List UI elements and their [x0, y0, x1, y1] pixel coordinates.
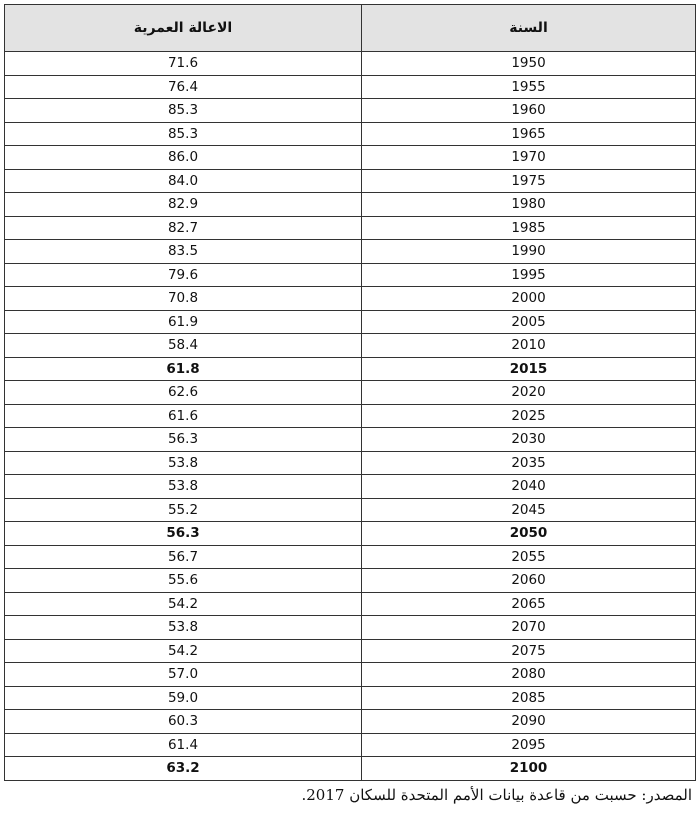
dependency-ratio-cell: 55.2: [5, 498, 362, 522]
year-cell: 1955: [362, 75, 696, 99]
dependency-ratio-cell: 86.0: [5, 146, 362, 170]
year-cell: 2035: [362, 451, 696, 475]
year-cell: 2080: [362, 663, 696, 687]
table-row: [5, 240, 696, 264]
table-row: [5, 52, 696, 76]
table-row: [5, 287, 696, 311]
year-cell: 1990: [362, 240, 696, 264]
table-row: [5, 169, 696, 193]
table-row: [5, 216, 696, 240]
year-cell: 1995: [362, 263, 696, 287]
table-row: [5, 616, 696, 640]
year-cell: 2000: [362, 287, 696, 311]
year-cell: 2055: [362, 545, 696, 569]
table-row: [5, 146, 696, 170]
dependency-ratio-cell: 53.8: [5, 475, 362, 499]
dependency-ratio-cell: 71.6: [5, 52, 362, 76]
dependency-ratio-cell: 70.8: [5, 287, 362, 311]
year-cell: 1985: [362, 216, 696, 240]
year-cell: 2045: [362, 498, 696, 522]
table-row: [5, 334, 696, 358]
dependency-ratio-cell: 85.3: [5, 122, 362, 146]
year-cell: 1965: [362, 122, 696, 146]
year-cell: 2025: [362, 404, 696, 428]
table-row: [5, 357, 696, 381]
table-body: [5, 52, 696, 781]
dependency-ratio-cell: 57.0: [5, 663, 362, 687]
data-table-container: [4, 4, 695, 781]
table-row: [5, 663, 696, 687]
table-row: [5, 592, 696, 616]
table-row: [5, 99, 696, 123]
dependency-ratio-cell: 56.3: [5, 428, 362, 452]
year-cell: 1950: [362, 52, 696, 76]
year-cell: 2050: [362, 522, 696, 546]
dependency-ratio-cell: 82.9: [5, 193, 362, 217]
dependency-ratio-cell: 56.3: [5, 522, 362, 546]
dependency-ratio-cell: 76.4: [5, 75, 362, 99]
dependency-ratio-cell: 79.6: [5, 263, 362, 287]
table-row: [5, 122, 696, 146]
table-row: [5, 263, 696, 287]
table-row: [5, 475, 696, 499]
dependency-ratio-cell: 82.7: [5, 216, 362, 240]
dependency-ratio-cell: 54.2: [5, 592, 362, 616]
year-cell: 2060: [362, 569, 696, 593]
table-row: [5, 639, 696, 663]
year-cell: 2085: [362, 686, 696, 710]
dependency-ratio-cell: 61.9: [5, 310, 362, 334]
year-cell: 2075: [362, 639, 696, 663]
year-cell: 2065: [362, 592, 696, 616]
table-row: [5, 522, 696, 546]
year-cell: 2010: [362, 334, 696, 358]
table-row: [5, 498, 696, 522]
table-row: [5, 310, 696, 334]
table-row: [5, 193, 696, 217]
table-row: [5, 710, 696, 734]
year-cell: 2040: [362, 475, 696, 499]
year-cell: 2070: [362, 616, 696, 640]
dependency-ratio-cell: 84.0: [5, 169, 362, 193]
dependency-ratio-cell: 58.4: [5, 334, 362, 358]
table-row: [5, 75, 696, 99]
dependency-ratio-cell: 59.0: [5, 686, 362, 710]
header-year: السنة: [362, 5, 696, 52]
year-cell: 2100: [362, 757, 696, 781]
table-row: [5, 451, 696, 475]
dependency-ratio-cell: 61.6: [5, 404, 362, 428]
dependency-ratio-cell: 55.6: [5, 569, 362, 593]
year-cell: 1975: [362, 169, 696, 193]
year-cell: 1960: [362, 99, 696, 123]
table-row: [5, 428, 696, 452]
dependency-ratio-cell: 61.8: [5, 357, 362, 381]
dependency-ratio-cell: 83.5: [5, 240, 362, 264]
year-cell: 2020: [362, 381, 696, 405]
year-cell: 2095: [362, 733, 696, 757]
table-row: [5, 757, 696, 781]
year-cell: 2030: [362, 428, 696, 452]
dependency-ratio-cell: 85.3: [5, 99, 362, 123]
table-row: [5, 733, 696, 757]
dependency-ratio-cell: 60.3: [5, 710, 362, 734]
dependency-ratio-cell: 53.8: [5, 616, 362, 640]
dependency-ratio-cell: 53.8: [5, 451, 362, 475]
year-cell: 2015: [362, 357, 696, 381]
table-row: [5, 569, 696, 593]
source-note: المصدر: حسبت من قاعدة بيانات الأمم المتحدة للسكان 2017.: [301, 786, 692, 804]
dependency-ratio-cell: 63.2: [5, 757, 362, 781]
dependency-ratio-cell: 54.2: [5, 639, 362, 663]
dependency-ratio-cell: 61.4: [5, 733, 362, 757]
table-row: [5, 404, 696, 428]
year-cell: 2090: [362, 710, 696, 734]
dependency-ratio-cell: 56.7: [5, 545, 362, 569]
table-row: [5, 686, 696, 710]
year-cell: 1980: [362, 193, 696, 217]
table-header-row: [5, 5, 696, 52]
table-row: [5, 545, 696, 569]
header-dependency-ratio: الاعالة العمرية: [5, 5, 362, 52]
table-row: [5, 381, 696, 405]
year-cell: 2005: [362, 310, 696, 334]
year-cell: 1970: [362, 146, 696, 170]
dependency-ratio-table: [4, 4, 696, 781]
dependency-ratio-cell: 62.6: [5, 381, 362, 405]
